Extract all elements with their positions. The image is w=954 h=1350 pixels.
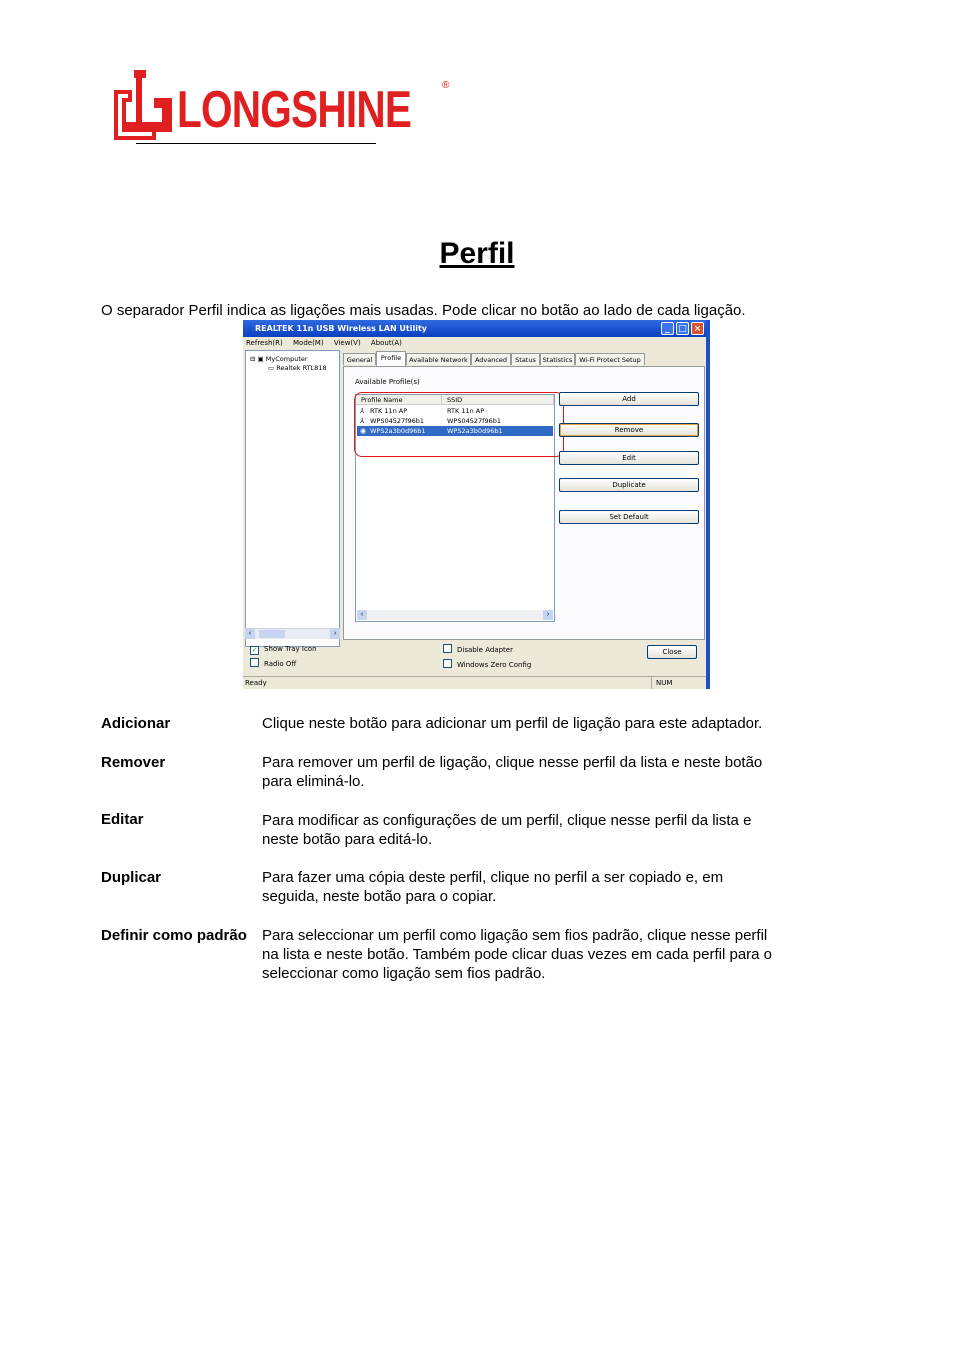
show-tray-icon-checkbox[interactable]: ✓ Show Tray Icon (251, 645, 317, 654)
antenna-icon: ⅄ (360, 417, 365, 425)
desc-editar: Para modificar as configurações de um perfil, clique nesse perfil da lista e neste botão para editá-lo. (262, 812, 752, 848)
term-definir-como-padrao: Definir como padrão (101, 927, 247, 944)
tab-available-network[interactable]: Available Network (406, 353, 471, 365)
antenna-icon: ⅄ (360, 407, 365, 415)
add-button[interactable]: Add (559, 392, 699, 406)
edit-button[interactable]: Edit (559, 451, 699, 465)
profile-panel (343, 366, 705, 640)
minimize-icon[interactable]: _ (661, 322, 674, 335)
set-default-button[interactable]: Set Default (559, 510, 699, 524)
duplicate-button[interactable]: Duplicate (559, 478, 699, 492)
computer-icon: ▣ (257, 355, 264, 363)
list-item[interactable]: ◉ WPS2a3b0d96b1 WPS2a3b0d96b1 (357, 426, 553, 436)
tree-node-adapter[interactable]: ▭ Realtek RTL818 (268, 364, 327, 372)
scroll-right-icon[interactable]: › (330, 629, 340, 639)
num-lock-indicator: NUM (651, 677, 696, 689)
tree-node-root[interactable]: ⊟ ▣ MyComputer (250, 355, 308, 363)
registered-mark: ® (442, 80, 450, 91)
menu-refresh[interactable]: Refresh(R) (246, 339, 283, 347)
radio-off-checkbox[interactable]: Radio Off (250, 658, 296, 669)
list-item[interactable]: ⅄ RTK 11n AP RTK 11n AP (360, 407, 485, 415)
default-profile-icon: ◉ (360, 427, 367, 435)
tab-status[interactable]: Status (511, 353, 540, 365)
column-header-profile-name[interactable]: Profile Name (356, 395, 442, 405)
close-icon[interactable]: × (691, 322, 704, 335)
tab-wifi-protect-setup[interactable]: Wi-Fi Protect Setup (575, 353, 645, 365)
desc-remover: Para remover um perfil de ligação, clique nesse perfil da lista e neste botão para eliminá-lo. (262, 754, 763, 790)
term-adicionar: Adicionar (101, 715, 171, 732)
window-frame-edge (706, 320, 710, 689)
remove-button[interactable]: Remove (559, 423, 699, 437)
window-title: REALTEK 11n USB Wireless LAN Utility (255, 324, 428, 333)
maximize-icon[interactable]: □ (676, 322, 689, 335)
page-title: Perfil (439, 237, 515, 270)
device-tree[interactable] (245, 350, 340, 647)
tab-general[interactable]: General (343, 353, 376, 365)
disable-adapter-checkbox[interactable]: Disable Adapter (443, 644, 513, 655)
status-bar (243, 676, 710, 689)
menu-about[interactable]: About(A) (370, 339, 402, 347)
available-profiles-label: Available Profile(s) (355, 378, 420, 386)
status-text: Ready (245, 679, 267, 687)
term-duplicar: Duplicar (101, 869, 162, 886)
menu-view[interactable]: View(V) (333, 339, 361, 347)
window-titlebar (243, 320, 710, 337)
longshine-logo (112, 66, 457, 148)
menu-mode[interactable]: Mode(M) (293, 339, 324, 347)
column-header-ssid[interactable]: SSID (442, 395, 554, 405)
desc-adicionar: Clique neste botão para adicionar um perfil de ligação para este adaptador. (262, 715, 763, 732)
checkbox-icon[interactable] (443, 659, 452, 668)
tab-statistics[interactable]: Statistics (540, 353, 575, 365)
tab-advanced[interactable]: Advanced (471, 353, 511, 365)
term-editar: Editar (101, 811, 144, 828)
scroll-left-icon[interactable]: ‹ (357, 610, 367, 620)
utility-window (243, 320, 710, 689)
checkbox-checked-icon[interactable]: ✓ (251, 646, 258, 654)
desc-duplicar: Para fazer uma cópia deste perfil, clique no perfil a ser copiado e, em seguida, neste botão para o copiar. (262, 869, 724, 905)
tab-profile[interactable]: Profile (376, 351, 406, 366)
windows-zero-config-checkbox[interactable]: Windows Zero Config (443, 659, 531, 670)
adapter-icon: ▭ (268, 364, 275, 372)
close-button[interactable]: Close (647, 645, 697, 659)
scroll-left-icon[interactable]: ‹ (245, 629, 255, 639)
list-scrollbar[interactable] (357, 610, 553, 620)
expand-icon[interactable]: ⊟ (250, 355, 256, 363)
list-item[interactable]: ⅄ WPS04527f96b1 WPS04527f96b1 (360, 417, 501, 425)
scroll-thumb[interactable] (259, 630, 285, 638)
logo-wordmark: LONGSHINE (177, 81, 412, 139)
menubar (243, 337, 710, 349)
highlight-box (354, 392, 564, 457)
desc-definir-como-padrao: Para seleccionar um perfil como ligação sem fios padrão, clique nesse perfil na lista e neste botão. Também pode clicar duas vezes em cada perfil para o seleccionar como ligação sem fios padrão. (262, 927, 773, 982)
checkbox-icon[interactable] (443, 644, 452, 653)
term-remover: Remover (101, 754, 166, 771)
intro-text: O separador Perfil indica as ligações mais usadas. Pode clicar no botão ao lado de cada ligação. (101, 302, 746, 319)
tree-scrollbar[interactable] (245, 628, 340, 639)
checkbox-icon[interactable] (250, 658, 259, 667)
logo-emblem-icon (112, 66, 174, 146)
logo-underline (136, 143, 376, 144)
scroll-right-icon[interactable]: › (543, 610, 553, 620)
